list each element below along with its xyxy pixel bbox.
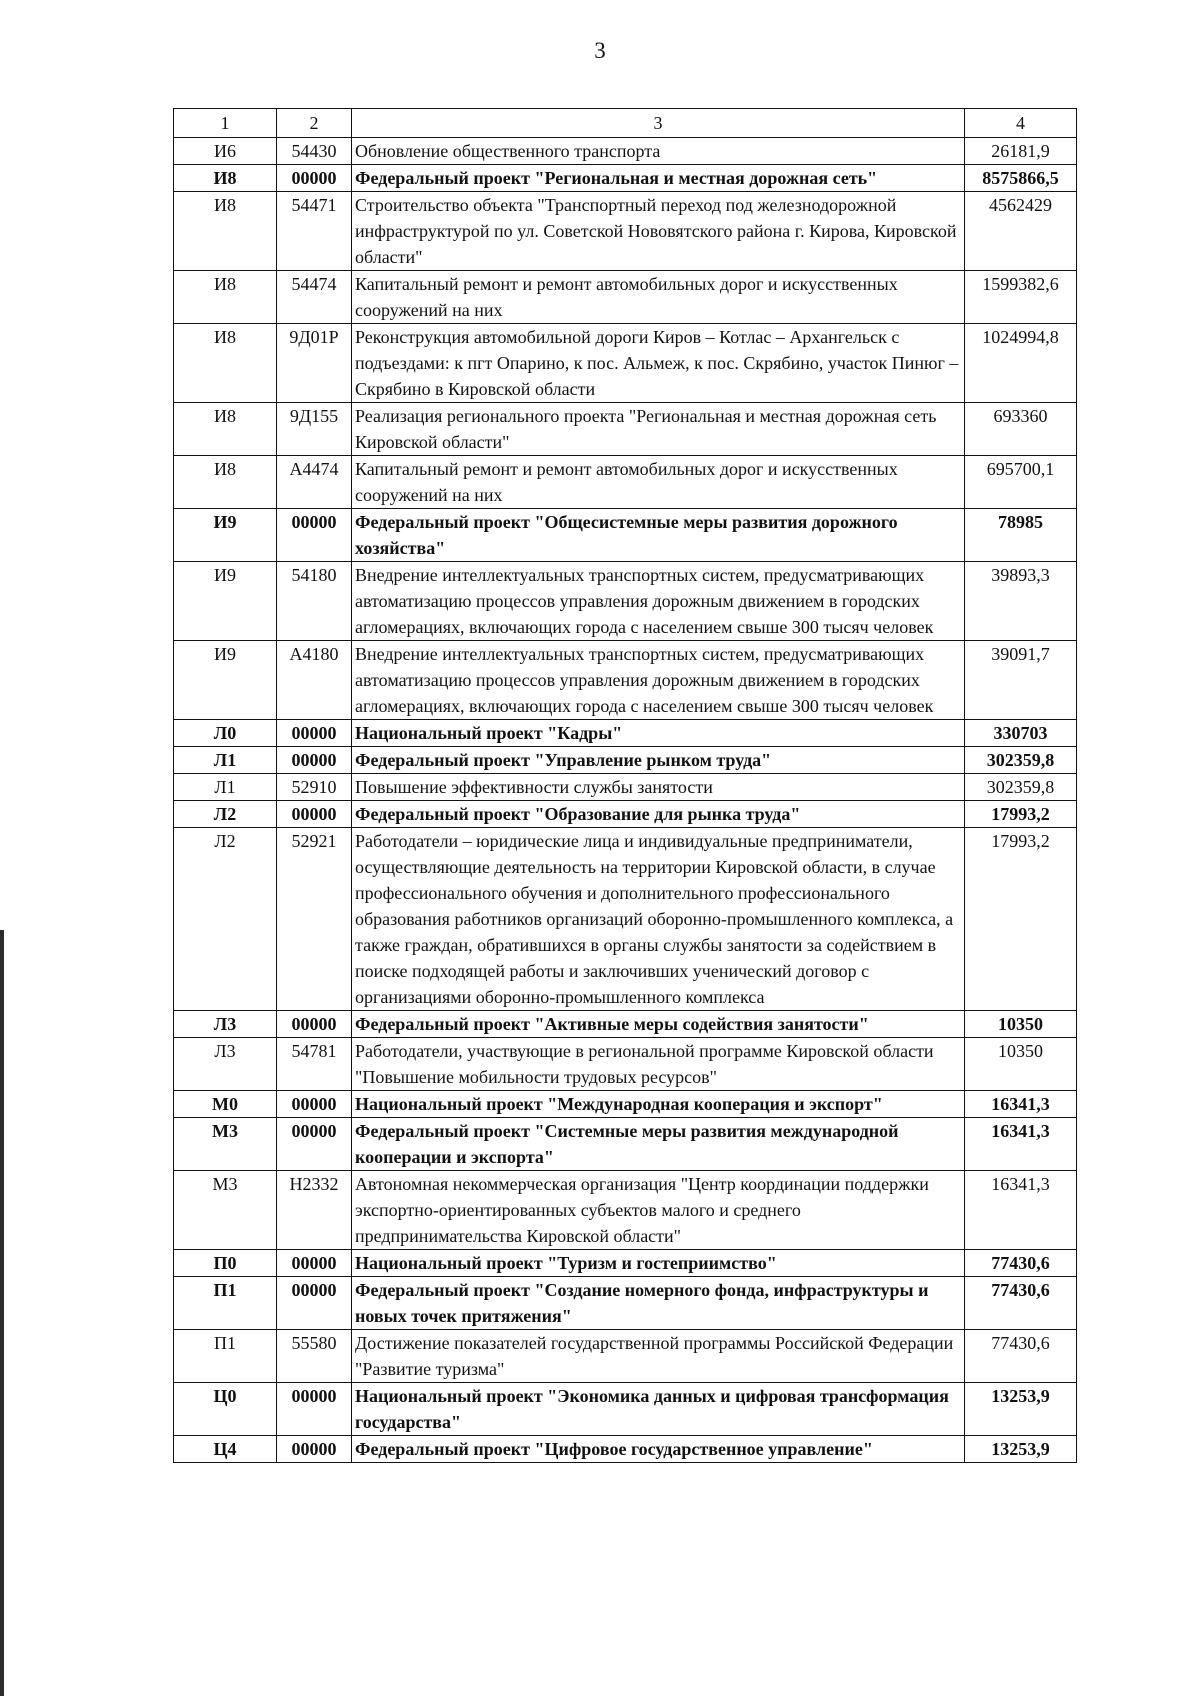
row-code-item: 00000 <box>277 509 352 562</box>
row-code-section: П0 <box>174 1250 277 1277</box>
row-description: Федеральный проект "Общесистемные меры развития дорожного хозяйства" <box>352 509 965 562</box>
row-code-item: 52921 <box>277 828 352 1011</box>
table-row <box>174 1436 1077 1463</box>
row-description: Реализация регионального проекта "Региональная и местная дорожная сеть Кировской области" <box>352 403 965 456</box>
table-row <box>174 1277 1077 1330</box>
row-code-section: И6 <box>174 138 277 165</box>
row-code-item: 00000 <box>277 1436 352 1463</box>
table-row <box>174 456 1077 509</box>
table-row <box>174 1011 1077 1038</box>
row-amount: 16341,3 <box>965 1171 1077 1250</box>
row-description: Обновление общественного транспорта <box>352 138 965 165</box>
row-code-section: Л2 <box>174 828 277 1011</box>
row-code-section: М3 <box>174 1118 277 1171</box>
row-code-item: 00000 <box>277 1383 352 1436</box>
row-description: Достижение показателей государственной программы Российской Федерации "Развитие туризма" <box>352 1330 965 1383</box>
row-code-section: Л1 <box>174 774 277 801</box>
row-code-item: 9Д01Р <box>277 324 352 403</box>
table-row <box>174 641 1077 720</box>
row-description: Федеральный проект "Создание номерного фонда, инфраструктуры и новых точек притяжения" <box>352 1277 965 1330</box>
table-row <box>174 1118 1077 1171</box>
row-amount: 77430,6 <box>965 1330 1077 1383</box>
header-col-1: 1 <box>174 109 277 138</box>
row-code-item: 54471 <box>277 192 352 271</box>
row-code-item: 00000 <box>277 801 352 828</box>
row-code-item: 54430 <box>277 138 352 165</box>
table-row <box>174 1171 1077 1250</box>
row-code-section: И8 <box>174 403 277 456</box>
row-amount: 693360 <box>965 403 1077 456</box>
row-description: Национальный проект "Кадры" <box>352 720 965 747</box>
row-description: Внедрение интеллектуальных транспортных систем, предусматривающих автоматизацию процессов управления дорожным движением в городских агломерациях, включающих города с населением свыше 300 тысяч человек <box>352 641 965 720</box>
row-code-section: М0 <box>174 1091 277 1118</box>
row-code-section: И9 <box>174 509 277 562</box>
row-code-item: 00000 <box>277 1091 352 1118</box>
row-code-item: 54474 <box>277 271 352 324</box>
row-amount: 77430,6 <box>965 1277 1077 1330</box>
row-code-section: И9 <box>174 641 277 720</box>
row-amount: 77430,6 <box>965 1250 1077 1277</box>
row-code-section: Ц0 <box>174 1383 277 1436</box>
row-amount: 8575866,5 <box>965 165 1077 192</box>
row-code-item: 00000 <box>277 720 352 747</box>
row-code-section: Л1 <box>174 747 277 774</box>
row-description: Национальный проект "Экономика данных и цифровая трансформация государства" <box>352 1383 965 1436</box>
row-code-item: 00000 <box>277 747 352 774</box>
row-description: Работодатели – юридические лица и индивидуальные предприниматели, осуществляющие деятельность на территории Кировской области, в случае профессионального обучения и дополнительного профессионального образования работников организаций оборонно-промышленного комплекса, а также граждан, обратившихся в органы службы занятости за содействием в поиске подходящей работы и заключивших ученический договор с организациями оборонно-промышленного комплекса <box>352 828 965 1011</box>
row-code-item: 9Д155 <box>277 403 352 456</box>
row-amount: 1599382,6 <box>965 271 1077 324</box>
row-code-section: П1 <box>174 1330 277 1383</box>
table-row <box>174 720 1077 747</box>
row-amount: 302359,8 <box>965 747 1077 774</box>
row-description: Национальный проект "Туризм и гостеприимство" <box>352 1250 965 1277</box>
row-amount: 16341,3 <box>965 1091 1077 1118</box>
row-code-section: Л3 <box>174 1038 277 1091</box>
row-code-item: 00000 <box>277 165 352 192</box>
row-description: Федеральный проект "Управление рынком труда" <box>352 747 965 774</box>
row-amount: 4562429 <box>965 192 1077 271</box>
row-description: Капитальный ремонт и ремонт автомобильных дорог и искусственных сооружений на них <box>352 271 965 324</box>
row-description: Национальный проект "Международная кооперация и экспорт" <box>352 1091 965 1118</box>
table-row <box>174 403 1077 456</box>
row-amount: 10350 <box>965 1011 1077 1038</box>
header-col-4: 4 <box>965 109 1077 138</box>
row-code-section: И8 <box>174 324 277 403</box>
row-amount: 78985 <box>965 509 1077 562</box>
row-code-section: И9 <box>174 562 277 641</box>
row-code-item: 54180 <box>277 562 352 641</box>
table-row <box>174 562 1077 641</box>
row-description: Внедрение интеллектуальных транспортных систем, предусматривающих автоматизацию процессов управления дорожным движением в городских агломерациях, включающих города с населением свыше 300 тысяч человек <box>352 562 965 641</box>
table-row <box>174 165 1077 192</box>
row-code-section: И8 <box>174 271 277 324</box>
row-code-section: П1 <box>174 1277 277 1330</box>
table-row <box>174 1091 1077 1118</box>
table-row <box>174 192 1077 271</box>
table-row <box>174 1330 1077 1383</box>
row-description: Повышение эффективности службы занятости <box>352 774 965 801</box>
budget-table <box>173 108 1077 1463</box>
row-description: Федеральный проект "Региональная и местная дорожная сеть" <box>352 165 965 192</box>
table-row <box>174 828 1077 1011</box>
row-code-section: Ц4 <box>174 1436 277 1463</box>
row-description: Федеральный проект "Цифровое государственное управление" <box>352 1436 965 1463</box>
row-code-section: Л2 <box>174 801 277 828</box>
row-amount: 1024994,8 <box>965 324 1077 403</box>
row-code-item: А4180 <box>277 641 352 720</box>
row-amount: 39091,7 <box>965 641 1077 720</box>
row-amount: 26181,9 <box>965 138 1077 165</box>
table-row <box>174 138 1077 165</box>
row-description: Автономная некоммерческая организация "Центр координации поддержки экспортно-ориентированных субъектов малого и среднего предпринимательства Кировской области" <box>352 1171 965 1250</box>
table-header-row <box>174 109 1077 138</box>
header-col-3: 3 <box>352 109 965 138</box>
table-row <box>174 1383 1077 1436</box>
row-amount: 13253,9 <box>965 1383 1077 1436</box>
row-code-section: М3 <box>174 1171 277 1250</box>
row-code-item: А4474 <box>277 456 352 509</box>
row-code-item: 00000 <box>277 1277 352 1330</box>
row-code-item: 00000 <box>277 1118 352 1171</box>
table-row <box>174 509 1077 562</box>
table-row <box>174 747 1077 774</box>
row-description: Федеральный проект "Системные меры развития международной кооперации и экспорта" <box>352 1118 965 1171</box>
row-code-section: И8 <box>174 456 277 509</box>
table-row <box>174 1038 1077 1091</box>
table-row <box>174 271 1077 324</box>
row-code-item: 52910 <box>277 774 352 801</box>
row-code-section: И8 <box>174 192 277 271</box>
table-row <box>174 1250 1077 1277</box>
table-row <box>174 324 1077 403</box>
row-code-item: Н2332 <box>277 1171 352 1250</box>
row-code-item: 54781 <box>277 1038 352 1091</box>
row-amount: 39893,3 <box>965 562 1077 641</box>
row-amount: 13253,9 <box>965 1436 1077 1463</box>
row-code-item: 00000 <box>277 1011 352 1038</box>
row-description: Капитальный ремонт и ремонт автомобильных дорог и искусственных сооружений на них <box>352 456 965 509</box>
row-amount: 695700,1 <box>965 456 1077 509</box>
row-amount: 16341,3 <box>965 1118 1077 1171</box>
row-description: Федеральный проект "Активные меры содействия занятости" <box>352 1011 965 1038</box>
row-code-item: 55580 <box>277 1330 352 1383</box>
row-description: Реконструкция автомобильной дороги Киров – Котлас – Архангельск с подъездами: к пгт Опарино, к пос. Альмеж, к пос. Скрябино, участок Пинюг – Скрябино в Кировской области <box>352 324 965 403</box>
scan-edge-shadow <box>0 930 4 1696</box>
row-description: Работодатели, участвующие в региональной программе Кировской области "Повышение мобильности трудовых ресурсов" <box>352 1038 965 1091</box>
row-amount: 17993,2 <box>965 828 1077 1011</box>
table-row <box>174 774 1077 801</box>
row-code-section: Л3 <box>174 1011 277 1038</box>
table-body <box>174 138 1077 1463</box>
row-amount: 17993,2 <box>965 801 1077 828</box>
row-description: Строительство объекта "Транспортный переход под железнодорожной инфраструктурой по ул. Советской Нововятского района г. Кирова, Кировской области" <box>352 192 965 271</box>
row-code-section: И8 <box>174 165 277 192</box>
table-row <box>174 801 1077 828</box>
row-code-item: 00000 <box>277 1250 352 1277</box>
row-description: Федеральный проект "Образование для рынка труда" <box>352 801 965 828</box>
row-amount: 10350 <box>965 1038 1077 1091</box>
row-code-section: Л0 <box>174 720 277 747</box>
row-amount: 302359,8 <box>965 774 1077 801</box>
page-number: 3 <box>594 38 606 63</box>
row-amount: 330703 <box>965 720 1077 747</box>
header-col-2: 2 <box>277 109 352 138</box>
